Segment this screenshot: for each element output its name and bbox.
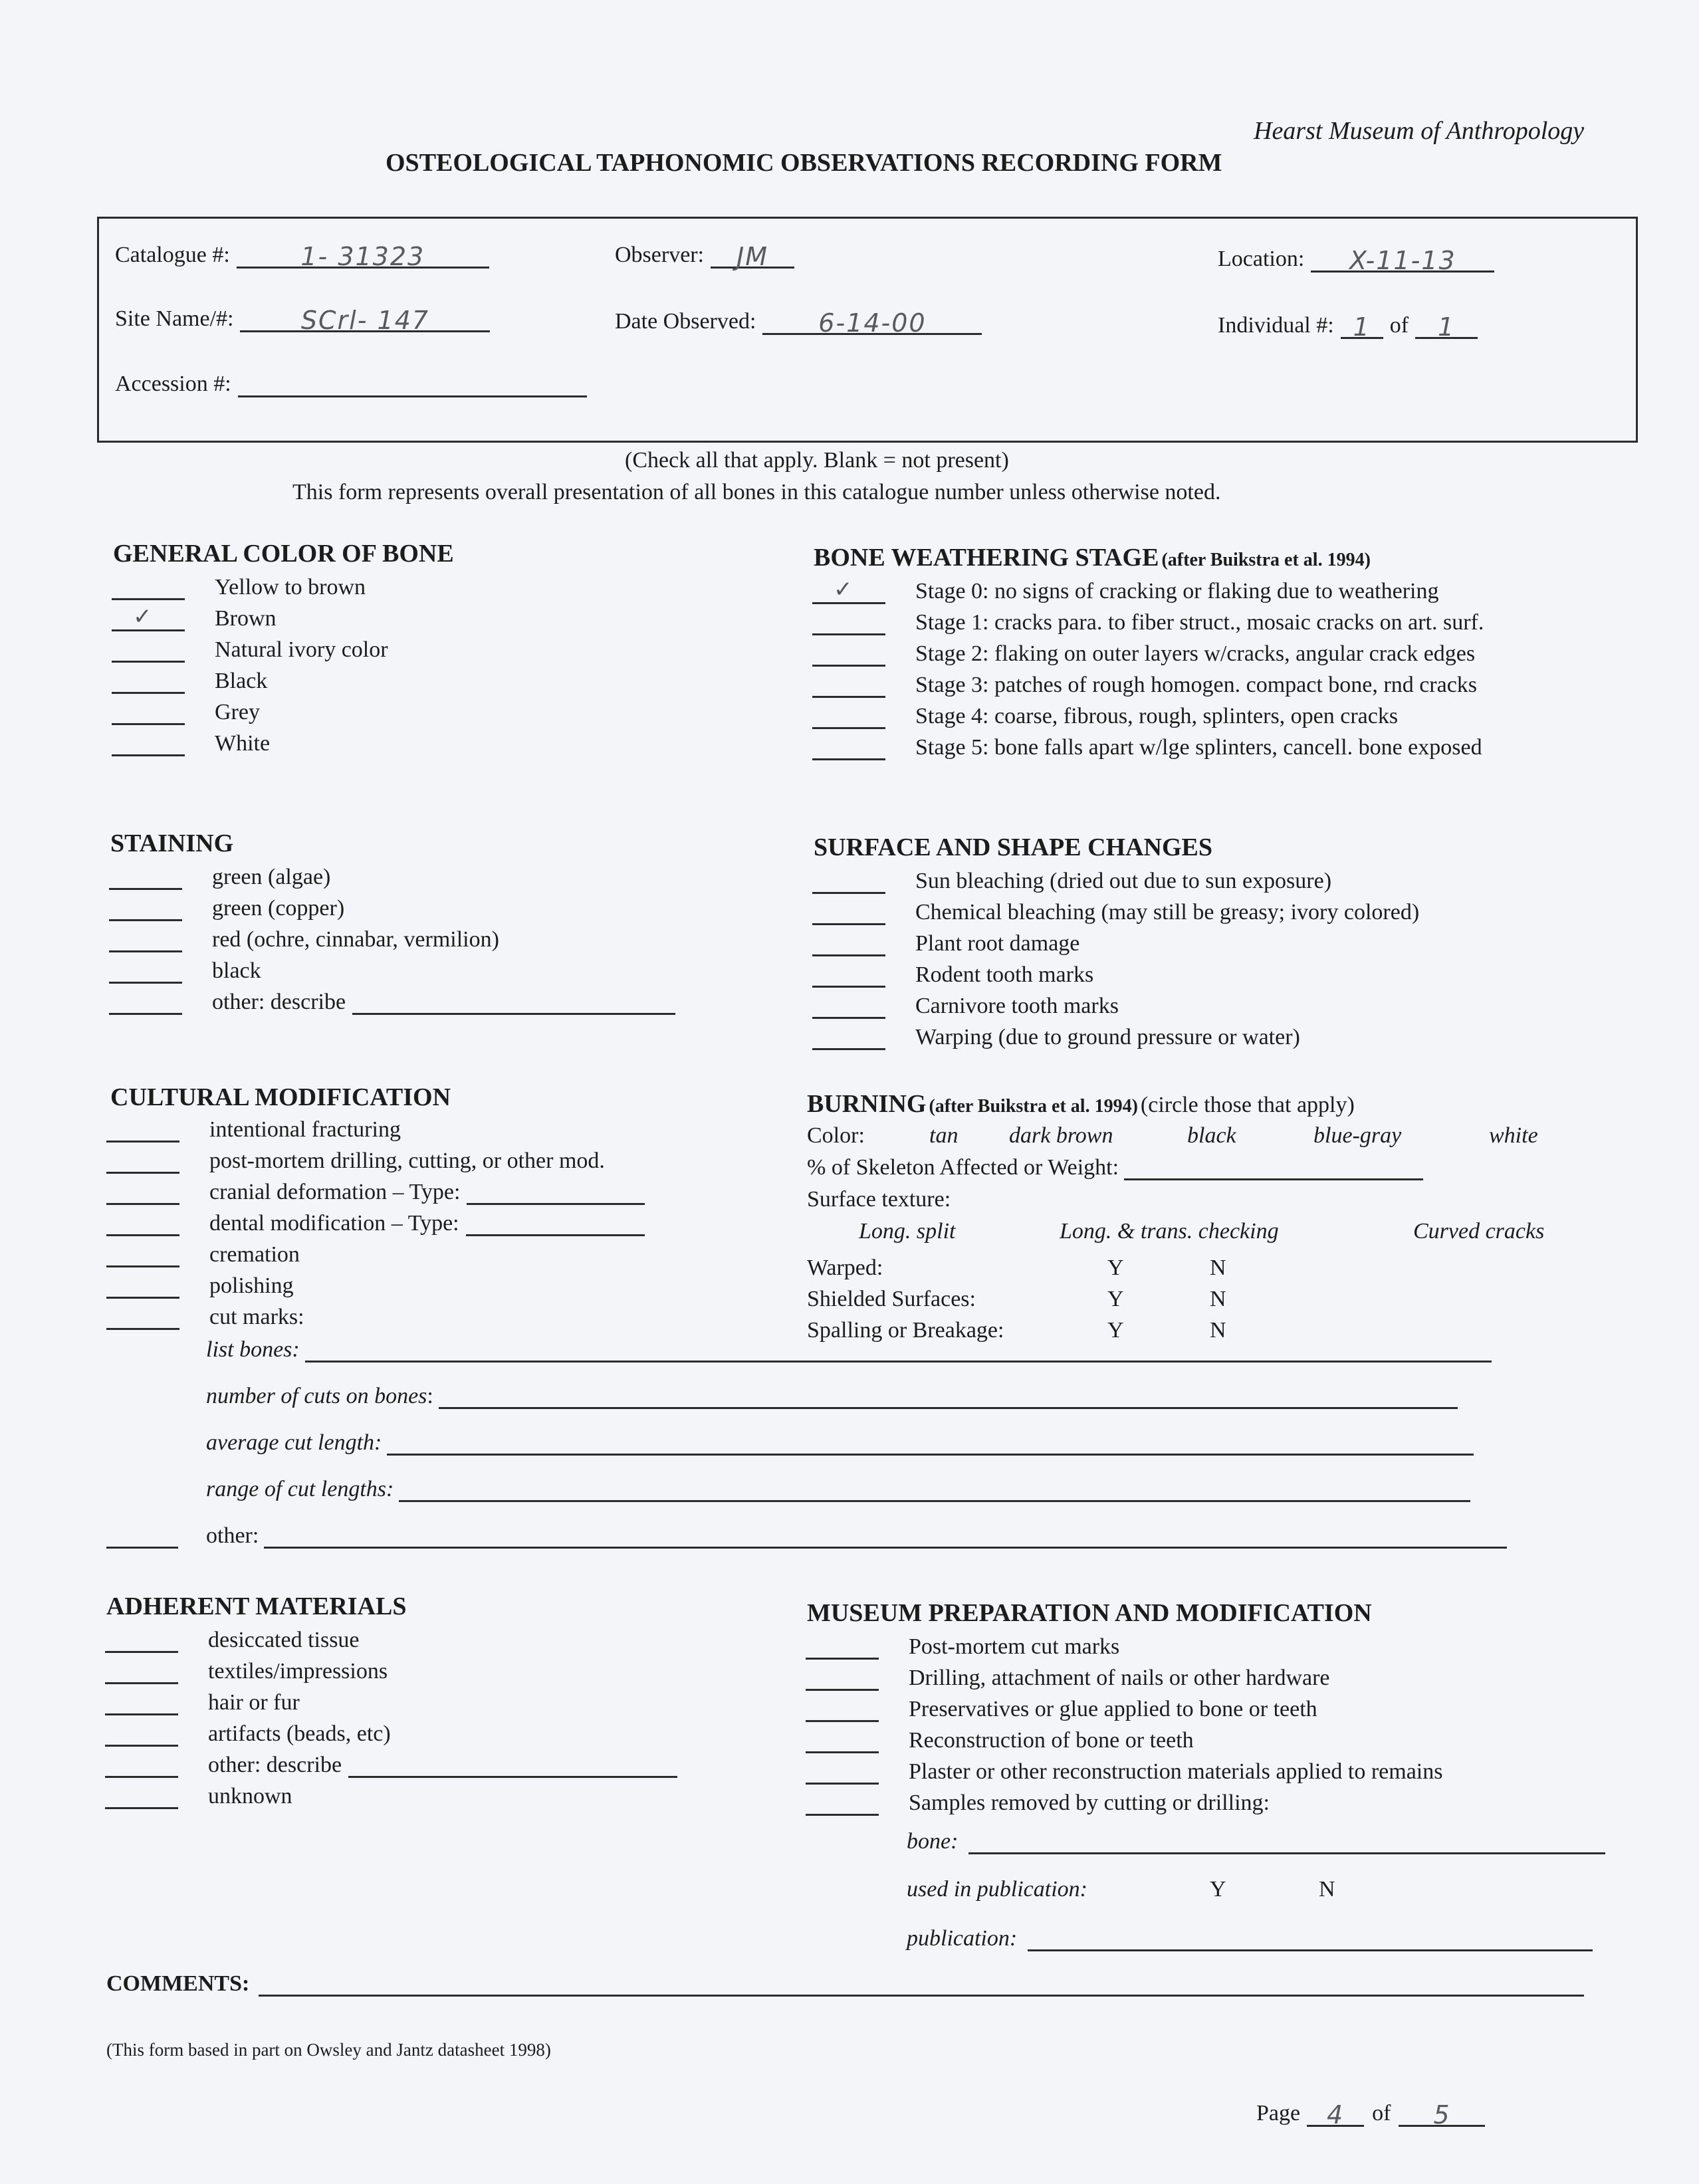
general-color-label: Brown xyxy=(215,606,277,631)
staining-checkbox[interactable] xyxy=(109,899,182,921)
adherent-write-in-field[interactable] xyxy=(348,1756,677,1778)
burning-no-option[interactable]: N xyxy=(1210,1287,1226,1311)
staining-label: green (copper) xyxy=(212,896,345,921)
observer-row xyxy=(615,242,794,269)
museum-heading: MUSEUM PREPARATION AND MODIFICATION xyxy=(807,1599,1372,1627)
date-value[interactable]: 6-14-00 xyxy=(762,310,982,335)
staining-label: green (algae) xyxy=(212,865,331,889)
cultural-mod-label: polishing xyxy=(209,1273,294,1298)
staining-checkbox[interactable] xyxy=(109,930,182,952)
staining-write-in-field[interactable] xyxy=(352,993,675,1015)
adherent-item xyxy=(105,1778,743,1809)
museum-prep-item xyxy=(806,1660,1670,1691)
other-label: other: xyxy=(206,1523,259,1548)
used-in-publication-yes[interactable]: Y xyxy=(1210,1877,1226,1902)
general-color-checkbox[interactable] xyxy=(112,603,185,631)
cultural-mod-write-in-field[interactable] xyxy=(466,1214,645,1236)
other-row xyxy=(106,1523,1507,1549)
general-color-item xyxy=(112,663,750,694)
skeleton-affected-row xyxy=(807,1155,1423,1180)
cultural-mod-label: cranial deformation – Type: xyxy=(209,1180,461,1204)
list-bones-field[interactable] xyxy=(305,1341,1492,1363)
burning-no-option[interactable]: N xyxy=(1210,1256,1226,1280)
form-source-footnote: (This form based in part on Owsley and Jantz datasheet 1998) xyxy=(106,2040,551,2060)
institution-name: Hearst Museum of Anthropology xyxy=(1254,117,1585,145)
location-label: Location: xyxy=(1218,247,1305,271)
staining-heading: STAINING xyxy=(110,829,234,857)
weathering-stage-item xyxy=(812,698,1676,729)
museum-prep-checkbox[interactable] xyxy=(806,1700,879,1722)
cultural-mod-item xyxy=(106,1267,744,1299)
burn-color-blue-gray[interactable]: blue-gray xyxy=(1313,1123,1402,1148)
museum-prep-label: Preservatives or glue applied to bone or teeth xyxy=(909,1697,1317,1721)
page-of: of xyxy=(1372,2101,1391,2126)
surface-heading: SURFACE AND SHAPE CHANGES xyxy=(814,833,1212,861)
individual-of: of xyxy=(1389,313,1409,338)
adherent-item xyxy=(105,1715,743,1747)
observer-initials[interactable]: JM xyxy=(711,244,794,269)
burning-yn-row xyxy=(807,1250,1339,1281)
page-row xyxy=(1256,2100,1485,2127)
location-row xyxy=(1218,246,1494,273)
weathering-stage-label: Stage 0: no signs of cracking or flaking due to weathering xyxy=(915,579,1439,603)
burn-color-white[interactable]: white xyxy=(1489,1123,1538,1148)
staining-item xyxy=(109,984,747,1015)
burning-heading xyxy=(807,1090,1355,1123)
cultural-mod-item xyxy=(106,1174,744,1205)
weathering-stage-checkbox[interactable] xyxy=(812,613,885,635)
other-checkbox[interactable] xyxy=(106,1527,178,1549)
general-color-label: Black xyxy=(215,669,268,693)
cultural-mod-checkbox[interactable] xyxy=(106,1277,179,1299)
other-field[interactable] xyxy=(264,1527,1507,1549)
museum-prep-checkbox[interactable] xyxy=(806,1763,879,1785)
bone-label: bone: xyxy=(907,1829,959,1854)
general-color-heading: GENERAL COLOR OF BONE xyxy=(113,540,454,568)
cultural-mod-write-in-field[interactable] xyxy=(467,1183,645,1205)
museum-prep-item xyxy=(806,1753,1670,1785)
museum-prep-checkbox[interactable] xyxy=(806,1669,879,1691)
weathering-heading xyxy=(814,544,1371,577)
burning-note: (circle those that apply) xyxy=(1140,1093,1355,1117)
list-bones-label: list bones: xyxy=(206,1337,300,1362)
texture-curved-cracks[interactable]: Curved cracks xyxy=(1413,1219,1545,1244)
weathering-stage-label: Stage 3: patches of rough homogen. compact bone, rnd cracks xyxy=(915,673,1478,697)
cultural-mod-label: dental modification – Type: xyxy=(209,1211,459,1236)
general-color-item xyxy=(112,725,750,756)
cultural-mod-checkbox[interactable] xyxy=(106,1246,179,1267)
weathering-stage-checkbox[interactable] xyxy=(812,738,885,760)
surface-change-label: Carnivore tooth marks xyxy=(915,994,1119,1018)
catalogue-row xyxy=(115,242,489,269)
adherent-checkbox[interactable] xyxy=(105,1725,178,1747)
used-in-publication-label: used in publication: xyxy=(907,1877,1087,1902)
staining-label: other: describe xyxy=(212,990,346,1014)
catalogue-value[interactable]: 1- 31323 xyxy=(237,244,489,269)
page-total[interactable]: 5 xyxy=(1399,2102,1485,2127)
site-value[interactable]: SCrl- 147 xyxy=(240,308,490,332)
burning-yn-row xyxy=(807,1312,1339,1343)
staining-checkbox[interactable] xyxy=(109,993,182,1015)
adherent-item xyxy=(105,1622,743,1653)
adherent-checkbox[interactable] xyxy=(105,1787,178,1809)
skeleton-affected-label: % of Skeleton Affected or Weight: xyxy=(807,1155,1119,1180)
cultural-mod-checkbox[interactable] xyxy=(106,1214,179,1236)
surface-list xyxy=(812,863,1676,1050)
surface-change-checkbox[interactable] xyxy=(812,966,885,988)
skeleton-affected-field[interactable] xyxy=(1124,1158,1423,1180)
burning-citation: (after Buikstra et al. 1994) xyxy=(929,1096,1138,1117)
surface-change-checkbox[interactable] xyxy=(812,997,885,1019)
publication-label: publication: xyxy=(907,1926,1018,1951)
general-color-checkbox[interactable] xyxy=(112,641,185,663)
location-value[interactable]: X-11-13 xyxy=(1311,248,1494,273)
adherent-item xyxy=(105,1653,743,1684)
page-current[interactable]: 4 xyxy=(1307,2102,1364,2127)
publication-row xyxy=(907,1926,1593,1951)
staining-item xyxy=(109,890,747,921)
museum-prep-label: Reconstruction of bone or teeth xyxy=(909,1728,1194,1753)
texture-long-trans-checking[interactable]: Long. & trans. checking xyxy=(1060,1219,1279,1244)
staining-list xyxy=(109,859,747,1015)
burning-yn-row xyxy=(807,1281,1339,1312)
surface-change-item xyxy=(812,956,1676,988)
comments-row xyxy=(106,1971,1584,1997)
general-color-item xyxy=(112,600,750,631)
cultural-mod-label: cut marks: xyxy=(209,1305,304,1329)
publication-field[interactable] xyxy=(1028,1929,1593,1951)
comments-label: COMMENTS: xyxy=(106,1971,250,1996)
weathering-stage-label: Stage 2: flaking on outer layers w/cracks, angular crack edges xyxy=(915,641,1476,666)
surface-change-checkbox[interactable] xyxy=(812,903,885,925)
used-in-publication-no[interactable]: N xyxy=(1319,1877,1335,1902)
surface-change-item xyxy=(812,894,1676,925)
adherent-label: unknown xyxy=(208,1784,292,1808)
cultural-mod-checkbox[interactable] xyxy=(106,1308,179,1330)
burning-title: BURNING xyxy=(807,1090,927,1118)
number-cuts-field[interactable] xyxy=(439,1387,1458,1409)
texture-long-split[interactable]: Long. split xyxy=(859,1219,956,1244)
observer-label: Observer: xyxy=(615,243,705,267)
range-cut-label: range of cut lengths: xyxy=(206,1477,394,1501)
surface-change-item xyxy=(812,925,1676,956)
weathering-stage-item xyxy=(812,635,1676,667)
date-label: Date Observed: xyxy=(615,309,756,334)
general-color-label: Yellow to brown xyxy=(215,575,366,600)
surface-change-checkbox[interactable] xyxy=(812,934,885,956)
general-color-label: Grey xyxy=(215,700,260,724)
adherent-item xyxy=(105,1684,743,1715)
burn-color-dark-brown[interactable]: dark brown xyxy=(1009,1123,1113,1148)
accession-label: Accession #: xyxy=(115,372,231,396)
museum-prep-checkbox[interactable] xyxy=(806,1794,879,1816)
cultural-list xyxy=(106,1111,744,1330)
date-row xyxy=(615,308,982,338)
museum-prep-label: Samples removed by cutting or drilling: xyxy=(909,1791,1270,1815)
checkmark-icon: ✓ xyxy=(133,603,152,630)
average-cut-row xyxy=(206,1430,1474,1456)
weathering-stage-item xyxy=(812,573,1676,604)
site-row xyxy=(115,306,490,335)
surface-change-label: Rodent tooth marks xyxy=(915,962,1094,987)
general-color-label: White xyxy=(215,731,271,756)
bone-field[interactable] xyxy=(968,1832,1605,1854)
range-cut-row xyxy=(206,1477,1470,1502)
burning-no-option[interactable]: N xyxy=(1210,1318,1226,1343)
weathering-stage-checkbox[interactable] xyxy=(812,576,885,604)
general-color-item xyxy=(112,694,750,725)
museum-list xyxy=(806,1628,1670,1816)
weathering-list xyxy=(812,573,1676,760)
weathering-stage-item xyxy=(812,667,1676,698)
average-cut-label: average cut length: xyxy=(206,1430,382,1455)
adherent-label: artifacts (beads, etc) xyxy=(208,1721,391,1746)
weathering-stage-item xyxy=(812,729,1676,760)
adherent-label: hair or fur xyxy=(208,1690,300,1715)
average-cut-field[interactable] xyxy=(387,1434,1474,1456)
individual-row xyxy=(1218,312,1478,342)
cultural-heading: CULTURAL MODIFICATION xyxy=(110,1083,451,1111)
adherent-label: desiccated tissue xyxy=(208,1628,360,1652)
weathering-stage-label: Stage 4: coarse, fibrous, rough, splinters, open cracks xyxy=(915,704,1399,728)
adherent-heading: ADHERENT MATERIALS xyxy=(106,1592,407,1620)
accession-field[interactable] xyxy=(238,373,587,397)
site-label: Site Name/#: xyxy=(115,306,234,331)
weathering-stage-label: Stage 1: cracks para. to fiber struct., mosaic cracks on art. surf. xyxy=(915,610,1484,635)
museum-prep-checkbox[interactable] xyxy=(806,1731,879,1753)
museum-prep-item xyxy=(806,1722,1670,1753)
weathering-stage-label: Stage 5: bone falls apart w/lge splinters, cancell. bone exposed xyxy=(915,735,1482,760)
staining-checkbox[interactable] xyxy=(109,962,182,984)
staining-checkbox[interactable] xyxy=(109,868,182,890)
surface-change-checkbox[interactable] xyxy=(812,872,885,894)
individual-label: Individual #: xyxy=(1218,313,1334,338)
accession-row xyxy=(115,371,587,397)
range-cut-field[interactable] xyxy=(399,1480,1470,1502)
adherent-checkbox[interactable] xyxy=(105,1631,178,1653)
adherent-label: textiles/impressions xyxy=(208,1659,388,1684)
burning-yn-label: Spalling or Breakage: xyxy=(807,1318,1004,1343)
burning-yes-option[interactable]: Y xyxy=(1107,1256,1124,1280)
general-color-item xyxy=(112,569,750,600)
cultural-mod-label: post-mortem drilling, cutting, or other mod. xyxy=(209,1148,605,1173)
cultural-mod-checkbox[interactable] xyxy=(106,1152,179,1174)
cultural-mod-label: intentional fracturing xyxy=(209,1117,401,1142)
individual-value[interactable]: 1 xyxy=(1341,314,1383,339)
staining-item xyxy=(109,952,747,984)
page-label: Page xyxy=(1256,2101,1301,2126)
bone-row xyxy=(907,1829,1605,1854)
burn-color-tan[interactable]: tan xyxy=(929,1123,959,1148)
form-scope-note: This form represents overall presentation of all bones in this catalogue number unless otherwise noted. xyxy=(292,480,1221,504)
cultural-mod-item xyxy=(106,1205,744,1236)
burning-yes-option[interactable]: Y xyxy=(1107,1318,1124,1343)
weathering-stage-item xyxy=(812,604,1676,635)
surface-change-checkbox[interactable] xyxy=(812,1028,885,1050)
general-color-checkbox[interactable] xyxy=(112,703,185,725)
weathering-citation: (after Buikstra et al. 1994) xyxy=(1161,550,1371,570)
cultural-mod-checkbox[interactable] xyxy=(106,1183,179,1205)
individual-total[interactable]: 1 xyxy=(1415,314,1478,339)
cultural-mod-item xyxy=(106,1143,744,1174)
number-cuts-row xyxy=(206,1384,1458,1409)
weathering-stage-checkbox[interactable] xyxy=(812,676,885,698)
adherent-checkbox[interactable] xyxy=(105,1662,178,1684)
number-cuts-text: number of cuts on bones xyxy=(206,1384,427,1408)
checkmark-icon: ✓ xyxy=(834,576,853,603)
burning-yn-label: Shielded Surfaces: xyxy=(807,1287,976,1311)
adherent-item xyxy=(105,1747,743,1778)
staining-label: red (ochre, cinnabar, vermilion) xyxy=(212,927,499,952)
staining-item xyxy=(109,921,747,952)
staining-label: black xyxy=(212,958,261,983)
surface-change-label: Chemical bleaching (may still be greasy; ivory colored) xyxy=(915,900,1420,925)
staining-item xyxy=(109,859,747,890)
museum-prep-checkbox[interactable] xyxy=(806,1638,879,1660)
museum-prep-item xyxy=(806,1785,1670,1816)
weathering-stage-checkbox[interactable] xyxy=(812,707,885,729)
cultural-mod-item xyxy=(106,1111,744,1143)
surface-change-label: Warping (due to ground pressure or water) xyxy=(915,1025,1300,1049)
number-cuts-colon: : xyxy=(427,1384,433,1408)
museum-prep-label: Drilling, attachment of nails or other hardware xyxy=(909,1666,1330,1690)
burning-yn-label: Warped: xyxy=(807,1256,883,1280)
adherent-checkbox[interactable] xyxy=(105,1693,178,1715)
museum-prep-item xyxy=(806,1628,1670,1660)
comments-field[interactable] xyxy=(259,1975,1584,1997)
burning-color-label: Color: xyxy=(807,1123,865,1148)
surface-change-item xyxy=(812,1019,1676,1050)
museum-prep-label: Post-mortem cut marks xyxy=(909,1634,1120,1659)
adherent-checkbox[interactable] xyxy=(105,1756,178,1778)
general-color-label: Natural ivory color xyxy=(215,637,388,662)
surface-change-item xyxy=(812,863,1676,894)
general-color-checkbox[interactable] xyxy=(112,578,185,600)
cultural-mod-item xyxy=(106,1299,744,1330)
check-instructions: (Check all that apply. Blank = not present) xyxy=(625,448,1009,473)
general-color-item xyxy=(112,631,750,663)
burn-color-black[interactable]: black xyxy=(1187,1123,1236,1148)
general-color-list xyxy=(112,569,750,756)
surface-texture-label: Surface texture: xyxy=(807,1187,951,1212)
catalogue-label: Catalogue #: xyxy=(115,243,230,267)
museum-prep-item xyxy=(806,1691,1670,1722)
adherent-label: other: describe xyxy=(208,1753,342,1777)
form-title: OSTEOLOGICAL TAPHONOMIC OBSERVATIONS RECORDING FORM xyxy=(386,149,1222,177)
burning-yn-rows xyxy=(807,1250,1339,1343)
cultural-mod-item xyxy=(106,1236,744,1267)
general-color-checkbox[interactable] xyxy=(112,734,185,756)
surface-change-item xyxy=(812,988,1676,1019)
weathering-stage-checkbox[interactable] xyxy=(812,645,885,667)
cultural-mod-label: cremation xyxy=(209,1242,300,1267)
adherent-list xyxy=(105,1622,743,1809)
burning-yes-option[interactable]: Y xyxy=(1107,1287,1124,1311)
general-color-checkbox[interactable] xyxy=(112,672,185,694)
weathering-title: BONE WEATHERING STAGE xyxy=(814,544,1159,572)
cultural-mod-checkbox[interactable] xyxy=(106,1121,179,1143)
surface-change-label: Sun bleaching (dried out due to sun exposure) xyxy=(915,869,1332,893)
museum-prep-label: Plaster or other reconstruction materials applied to remains xyxy=(909,1759,1443,1784)
surface-change-label: Plant root damage xyxy=(915,931,1080,956)
